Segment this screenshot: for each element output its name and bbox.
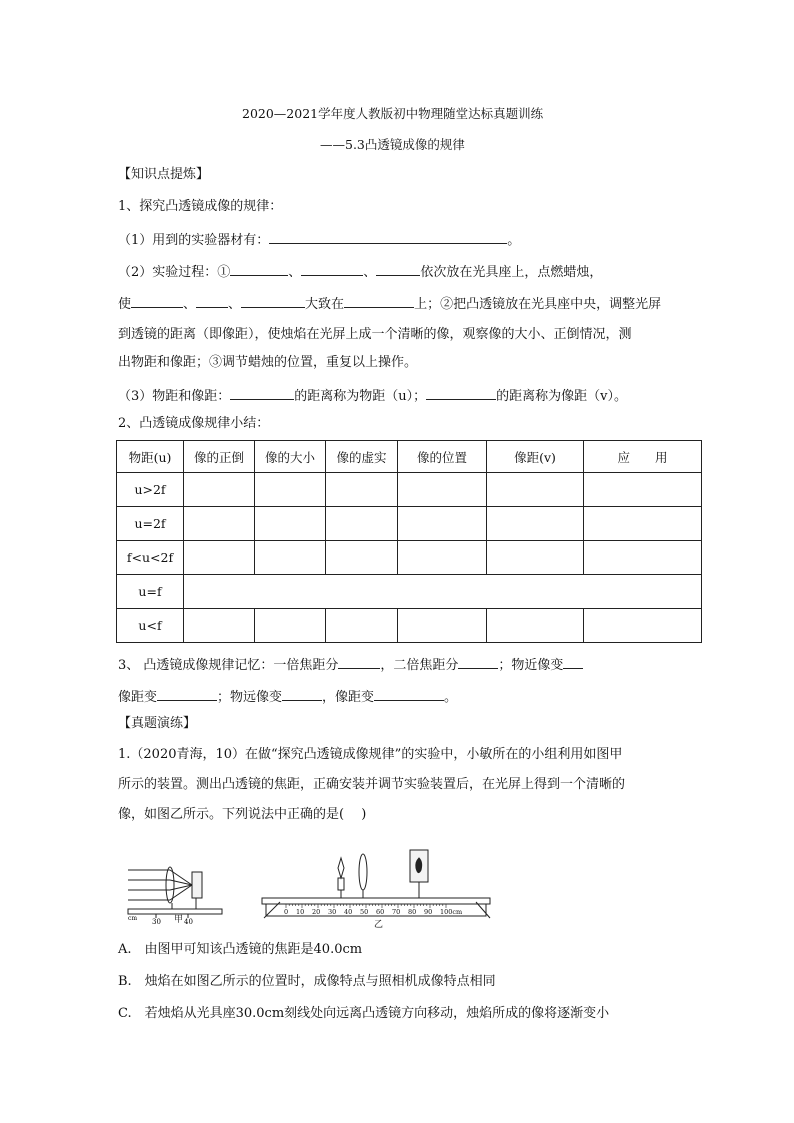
tick-label: 40 [184, 918, 193, 926]
table-cell[interactable] [584, 507, 702, 541]
table-row-label: u<f [117, 609, 184, 643]
memory-line-1 [118, 656, 583, 674]
table-header: 像的位置 [398, 441, 487, 473]
separator: 、 [363, 265, 377, 280]
page-subtitle: ——5.3凸透镜成像的规律 [320, 137, 465, 152]
table-header: 像距(v) [487, 441, 584, 473]
memory-text: 。 [444, 690, 458, 705]
table-cell[interactable] [255, 541, 326, 575]
figure-yi-label: 乙 [374, 920, 384, 930]
separator: 、 [183, 297, 197, 312]
item-1c-text: 的距离称为像距（v）。 [496, 389, 628, 404]
item-1b-text-a: （2）实验过程：① [118, 265, 231, 280]
memory-text: ，二倍焦距分 [380, 658, 459, 673]
knowledge-item-1: 1、探究凸透镜成像的规律： [118, 199, 283, 214]
blank-item[interactable] [230, 263, 288, 276]
blank-item[interactable] [426, 387, 496, 400]
page-title: 2020—2021学年度人教版初中物理随堂达标真题训练 [242, 106, 544, 121]
table-row [117, 541, 702, 575]
blank-item[interactable] [157, 688, 217, 701]
blank-item[interactable] [196, 295, 228, 308]
convex-lens [166, 867, 174, 903]
question-1-line-3: 像，如图乙所示。下列说法中正确的是( ) [118, 807, 367, 822]
knowledge-item-1b-line2 [118, 295, 661, 313]
table-cell[interactable] [398, 473, 487, 507]
question-1-line-2: 所示的装置。测出凸透镜的焦距，正确安装并调节实验装置后，在光屏上得到一个清晰的 [118, 777, 626, 792]
item-1b-text: 使 [118, 297, 132, 312]
table-header: 像的大小 [255, 441, 326, 473]
table-cell[interactable] [326, 541, 398, 575]
tick-label: 30 [328, 908, 337, 916]
blank-item[interactable] [458, 656, 498, 669]
blank-item[interactable] [563, 656, 583, 669]
figure-yi [258, 840, 494, 920]
table-cell[interactable] [487, 541, 584, 575]
tick-label: 80 [408, 908, 417, 916]
tick-label: 0 [284, 908, 289, 916]
blank-item[interactable] [376, 263, 420, 276]
option-c[interactable]: C. 若烛焰从光具座30.0cm刻线处向远离凸透镜方向移动，烛焰所成的像将逐渐变小 [118, 1006, 610, 1021]
table-row [117, 473, 702, 507]
table-cell-merged[interactable] [184, 575, 702, 609]
candle [338, 878, 344, 890]
table-row [117, 575, 702, 609]
blank-item[interactable] [374, 688, 444, 701]
table-cell[interactable] [184, 609, 255, 643]
tick-label: 100cm [440, 908, 463, 916]
item-1b-text-b: 依次放在光具座上，点燃蜡烛， [420, 265, 603, 280]
option-a[interactable]: A. 由图甲可知该凸透镜的焦距是40.0cm [118, 942, 363, 957]
table-cell[interactable] [584, 609, 702, 643]
table-row-label: f<u<2f [117, 541, 184, 575]
tick-label: 30 [152, 918, 161, 926]
memory-line-2 [118, 688, 457, 706]
table-cell[interactable] [184, 541, 255, 575]
light-screen [192, 872, 202, 898]
table-cell[interactable] [255, 473, 326, 507]
convex-lens [359, 854, 367, 890]
optical-bench [128, 909, 222, 914]
table-cell[interactable] [398, 541, 487, 575]
blank-item[interactable] [344, 295, 414, 308]
table-header-row [117, 441, 702, 473]
table-cell[interactable] [584, 541, 702, 575]
tick-label: 20 [312, 908, 321, 916]
table-cell[interactable] [326, 507, 398, 541]
blank-item[interactable] [301, 263, 363, 276]
knowledge-item-2: 2、凸透镜成像规律小结： [118, 416, 270, 431]
item-1a-text: （1）用到的实验器材有： [118, 233, 270, 248]
table-cell[interactable] [398, 507, 487, 541]
tick-label: 50 [360, 908, 369, 916]
table-cell[interactable] [184, 473, 255, 507]
blank-item[interactable] [230, 387, 294, 400]
bench-rail [262, 898, 490, 904]
tick-label: cm [128, 915, 138, 922]
blank-item[interactable] [131, 295, 183, 308]
table-cell[interactable] [487, 507, 584, 541]
table-cell[interactable] [255, 609, 326, 643]
blank-item[interactable] [282, 688, 322, 701]
separator: 、 [288, 265, 302, 280]
imaging-rules-table [116, 440, 702, 643]
blank-item[interactable] [241, 295, 305, 308]
blank-item[interactable] [338, 656, 380, 669]
tick-label: 90 [424, 908, 433, 916]
table-header: 像的正倒 [184, 441, 255, 473]
table-cell[interactable] [326, 609, 398, 643]
table-cell[interactable] [184, 507, 255, 541]
figure-jia-label: 甲 [174, 915, 184, 925]
knowledge-item-1b-line3: 到透镜的距离（即像距），使烛焰在光屏上成一个清晰的像，观察像的大小、正倒情况，测 [118, 327, 632, 342]
option-b[interactable]: B. 烛焰在如图乙所示的位置时，成像特点与照相机成像特点相同 [118, 974, 496, 989]
table-row-label: u>2f [117, 473, 184, 507]
memory-text: ；物远像变 [217, 690, 283, 705]
table-cell[interactable] [487, 473, 584, 507]
table-row-label: u=f [117, 575, 184, 609]
separator: 、 [228, 297, 242, 312]
table-cell[interactable] [398, 609, 487, 643]
table-header: 物距(u) [117, 441, 184, 473]
table-row [117, 507, 702, 541]
knowledge-heading: 【知识点提炼】 [118, 167, 210, 182]
table-row [117, 609, 702, 643]
table-cell[interactable] [255, 507, 326, 541]
item-1c-text: （3）物距和像距： [118, 389, 231, 404]
table-cell[interactable] [487, 609, 584, 643]
blank-equipment[interactable] [269, 231, 507, 244]
table-cell[interactable] [584, 473, 702, 507]
knowledge-item-1b-line1 [118, 263, 602, 281]
item-1b-text: 上；②把凸透镜放在光具座中央，调整光屏 [414, 297, 662, 312]
tick-label: 10 [296, 908, 305, 916]
table-header: 应 用 [584, 441, 702, 473]
knowledge-item-1b-line4: 出物距和像距；③调节蜡烛的位置，重复以上操作。 [118, 355, 418, 370]
item-1a-end: 。 [507, 233, 521, 248]
memory-text: ，像距变 [322, 690, 375, 705]
table-cell[interactable] [326, 473, 398, 507]
tick-label: 60 [376, 908, 385, 916]
practice-heading: 【真题演练】 [118, 716, 197, 731]
knowledge-item-1c [118, 387, 627, 405]
tick-label: 70 [392, 908, 401, 916]
candle-flame [338, 858, 344, 878]
item-1c-text: 的距离称为物距（u）； [294, 389, 427, 404]
memory-text: 像距变 [118, 690, 158, 705]
memory-text: 3、 凸透镜成像规律记忆：一倍焦距分 [118, 658, 339, 673]
item-1b-text: 大致在 [305, 297, 345, 312]
question-1-line-1: 1.（2020青海，10）在做“探究凸透镜成像规律”的实验中，小敏所在的小组利用如图甲 [118, 747, 623, 762]
memory-text: ；物近像变 [498, 658, 564, 673]
tick-label: 40 [344, 908, 353, 916]
knowledge-item-1a [118, 231, 520, 249]
table-header: 像的虚实 [326, 441, 398, 473]
table-row-label: u=2f [117, 507, 184, 541]
